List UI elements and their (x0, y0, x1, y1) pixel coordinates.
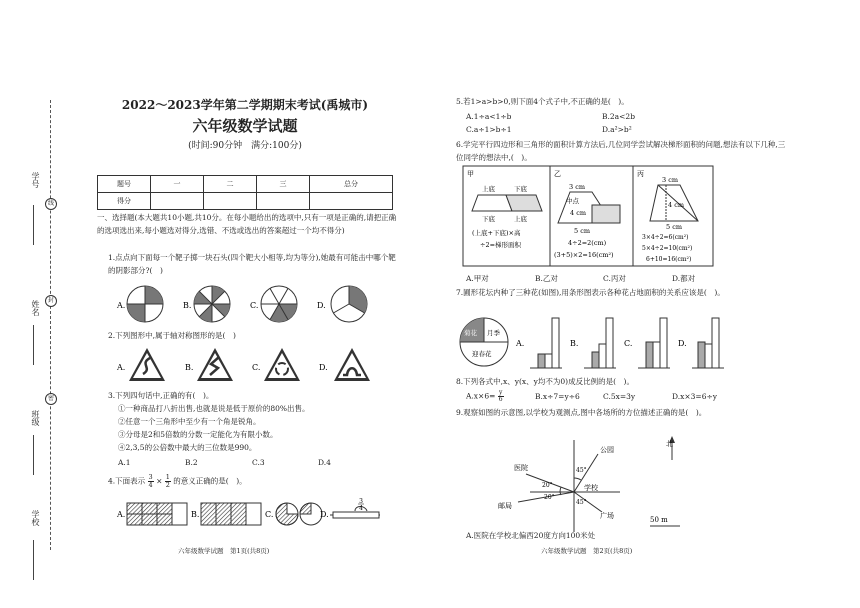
q6-yi-3: 3 cm (569, 183, 586, 191)
q6-yi-f1: 4÷2=2(cm) (568, 239, 607, 247)
q8-frac-den: 6 (498, 396, 503, 403)
q3-option-d[interactable]: D.4 (318, 458, 331, 467)
exam-title: 2022～2023学年第二学期期末考试(禹城市) (121, 98, 369, 112)
q8-a-fraction (498, 390, 504, 403)
label-class: 班级 (31, 410, 40, 426)
label-name: 姓名 (31, 300, 40, 316)
bars-d (692, 318, 724, 368)
score-cell[interactable] (204, 193, 257, 210)
q3-item-4: ④2,3,5的公倍数中最大的三位数是990。 (118, 443, 257, 452)
angle-20-b: 20° (544, 494, 555, 501)
target-a (127, 286, 163, 322)
knot-xian: 线 (45, 198, 57, 210)
option-b-letter: B. (191, 510, 200, 519)
q3-item-1: ①一种商品打八折出售,也就是说是低于原价的80%出售。 (118, 404, 310, 413)
option-c-letter: C. (252, 363, 261, 372)
question-2: 2.下列图形中,属于轴对称图形的是( ) (108, 331, 236, 340)
q1-targets (115, 282, 385, 326)
q7-figures (458, 314, 728, 372)
pie-label-yueji: 月季 (487, 329, 500, 337)
label-school: 学校 (31, 510, 40, 526)
bars-c (638, 318, 670, 368)
option-c-letter: C. (624, 339, 633, 348)
score-head-3: 三 (257, 176, 310, 193)
score-row-label: 得分 (98, 193, 151, 210)
q4-text-1: 4.下面表示 (108, 476, 146, 486)
question-9: 9.观察如图的示意图,以学校为观测点,图中各场所的方位描述正确的是( )。 (456, 408, 707, 417)
target-d (331, 286, 367, 322)
footer-page-1: 六年级数学试题 第1页(共8页) (178, 547, 270, 555)
q6-yi-f2: (3+5)×2=16(cm²) (554, 251, 614, 259)
q6-bing-f3: 6+10=16(cm²) (646, 256, 692, 263)
option-d-letter: D. (319, 363, 328, 372)
exam-time: (时间:90分钟 满分:100分) (188, 141, 302, 151)
q8-option-a[interactable] (466, 390, 504, 403)
option-a-letter: A. (117, 510, 126, 519)
option-c-letter: C. (265, 510, 274, 519)
q5-option-b[interactable]: B.2a<2b (602, 112, 635, 121)
option-b-letter: B. (183, 301, 192, 310)
option-d-letter: D. (678, 339, 687, 348)
angle-20-a: 20° (542, 482, 553, 489)
q6-yi: 乙 (554, 170, 561, 178)
pie-label-yingchun: 迎春花 (472, 350, 492, 358)
option-d-letter: D. (320, 510, 329, 519)
figure-a (127, 503, 187, 525)
q8-option-c[interactable]: C.5x=3y (603, 392, 636, 401)
angle-45-b: 45° (576, 499, 587, 506)
q4d-frac-num: 3 (359, 498, 363, 505)
bars-b (584, 318, 616, 368)
q3-option-c[interactable]: C.3 (252, 458, 265, 467)
student-id-blank (33, 205, 34, 245)
option-a-letter: A. (117, 363, 126, 372)
q6-jia-top: 上底 (482, 185, 495, 193)
q8-option-b[interactable]: B.x÷7=y÷6 (535, 392, 580, 401)
q6-option-b[interactable]: B.乙对 (535, 274, 558, 283)
q6-jia-bot2: 上底 (514, 215, 527, 223)
map-post: 邮局 (498, 502, 512, 510)
q6-bing: 丙 (637, 170, 644, 178)
map-park: 公园 (600, 446, 614, 454)
north-label: 北 (666, 440, 673, 448)
score-cell[interactable] (257, 193, 310, 210)
section-intro: 一、选择题(本大题共10小题,共10分。在每小题给出的选项中,只有一项是正确的,请把正确的选项选出来,每小题选对得分,选错、不选或选出的答案超过一个均不得分) (97, 213, 397, 235)
q3-item-3: ③分母是2和5倍数的分数一定能化为有限小数。 (118, 430, 278, 439)
q8-frac-num: y (498, 389, 503, 396)
option-a-letter: A. (516, 339, 525, 348)
q8-a-text: A.x×6= (466, 391, 496, 401)
score-cell[interactable] (310, 193, 393, 210)
name-blank (33, 325, 34, 365)
school-blank (33, 540, 34, 580)
q6-bing-4: 4 cm (668, 201, 685, 209)
binding-line (50, 100, 52, 550)
option-c-letter: C. (250, 301, 259, 310)
q3-item-2: ②任意一个三角形中至少有一个角是锐角。 (118, 417, 261, 426)
question-3: 3.下列四句话中,正确的有( )。 (108, 391, 214, 400)
scale-label: 50 m (650, 516, 668, 524)
q6-jia: 甲 (467, 170, 474, 178)
pie-label-juhua: 菊花 (464, 329, 477, 337)
q3-option-b[interactable]: B.2 (185, 458, 198, 467)
score-head-1: 一 (151, 176, 204, 193)
q6-bing-3: 3 cm (662, 176, 679, 184)
question-4 (108, 474, 247, 489)
q4d-frac-den: 4 (359, 505, 363, 512)
score-cell[interactable] (151, 193, 204, 210)
q6-yi-5: 5 cm (574, 227, 591, 235)
north-arrow (666, 436, 675, 460)
q6-jia-f2: ÷2=梯形面积 (480, 241, 522, 249)
option-b-letter: B. (185, 363, 194, 372)
question-1: 1.点点向下面每一个靶子掷一块石头(四个靶大小相等,均为等分),她最有可能击中哪个靶的阴影部分?( ) (108, 253, 396, 275)
q6-yi-mid: 中点 (566, 197, 579, 205)
frac2-den: 2 (165, 481, 170, 489)
q6-jia-top2: 下底 (514, 185, 527, 193)
q6-option-a[interactable]: A.甲对 (466, 274, 489, 283)
angle-45-a: 45° (576, 467, 587, 474)
q9-option-a[interactable]: A.医院在学校北偏西20度方向100米处 (466, 531, 596, 540)
q6-bing-f2: 5×4÷2=10(cm²) (642, 245, 693, 252)
q4-fraction-1 (148, 474, 154, 489)
q6-option-d[interactable]: D.都对 (672, 274, 696, 283)
q6-bing-5: 5 cm (666, 223, 683, 231)
option-d-letter: D. (317, 301, 326, 310)
map-hospital: 医院 (514, 464, 528, 472)
q4-fraction-2 (165, 474, 171, 489)
sign-a (129, 348, 165, 381)
target-c (261, 286, 297, 322)
question-8: 8.下列各式中,x、y(x、y均不为0)成反比例的是( )。 (456, 377, 634, 386)
class-blank (33, 435, 34, 475)
q5-option-d[interactable]: D.a²>b² (602, 125, 632, 134)
figure-d (330, 498, 380, 518)
frac2-num: 1 (165, 473, 170, 481)
q6-diagram (462, 165, 716, 269)
q6-jia-bot: 下底 (482, 215, 495, 223)
knot-feng: 封 (45, 295, 57, 307)
footer-page-2: 六年级数学试题 第2页(共8页) (541, 547, 633, 555)
map-square: 广场 (600, 512, 614, 520)
q3-option-a[interactable]: A.1 (118, 458, 131, 467)
question-7: 7.圃形花坛内种了三种花(如图),用条形图表示各种花占地面积的关系应该是( )。 (456, 288, 725, 297)
score-head-2: 二 (204, 176, 257, 193)
knot-mi: 密 (45, 393, 57, 405)
bars-a (530, 318, 562, 368)
map-school: 学校 (584, 484, 598, 492)
q4-times: × (156, 476, 163, 486)
q8-option-d[interactable]: D.x×3=6÷y (672, 392, 717, 401)
option-a-letter: A. (117, 301, 126, 310)
sign-b (197, 348, 233, 381)
question-6: 6.学完平行四边形和三角形的面积计算方法后,几位同学尝试解决梯形面积的问题,想法有以下几种,三位同学的想法中,( )。 (456, 140, 786, 162)
sign-d (334, 348, 370, 381)
q4-figures (115, 493, 385, 533)
score-table (97, 175, 393, 210)
q4-text-2: 的意义正确的是( )。 (173, 476, 247, 486)
q6-bing-f1: 3×4÷2=6(cm²) (642, 234, 689, 241)
frac1-num: 3 (148, 473, 153, 481)
map-scale (650, 516, 680, 526)
q2-signs (115, 346, 385, 388)
q7-pie (460, 318, 508, 366)
q6-jia-f1: (上底+下底)×高 (472, 229, 521, 237)
exam-subtitle: 六年级数学试题 (192, 117, 298, 135)
binding-margin (24, 90, 64, 550)
score-head-4: 总分 (310, 176, 393, 193)
q6-yi-4: 4 cm (570, 209, 587, 217)
score-head-0: 题号 (98, 176, 151, 193)
q9-map (490, 432, 710, 532)
option-b-letter: B. (570, 339, 579, 348)
target-b (194, 286, 230, 322)
figure-b (201, 503, 261, 525)
label-student-id: 学号 (31, 172, 40, 188)
q5-option-c[interactable]: C.a÷1>b÷1 (466, 125, 512, 134)
q5-option-a[interactable]: A.1÷a<1÷b (466, 112, 512, 121)
figure-c (276, 503, 322, 525)
question-5: 5.若1>a>b>0,则下面4个式子中,不正确的是( )。 (456, 97, 629, 106)
sign-c (264, 348, 300, 381)
q6-option-c[interactable]: C.丙对 (603, 274, 626, 283)
frac1-den: 4 (148, 481, 153, 489)
